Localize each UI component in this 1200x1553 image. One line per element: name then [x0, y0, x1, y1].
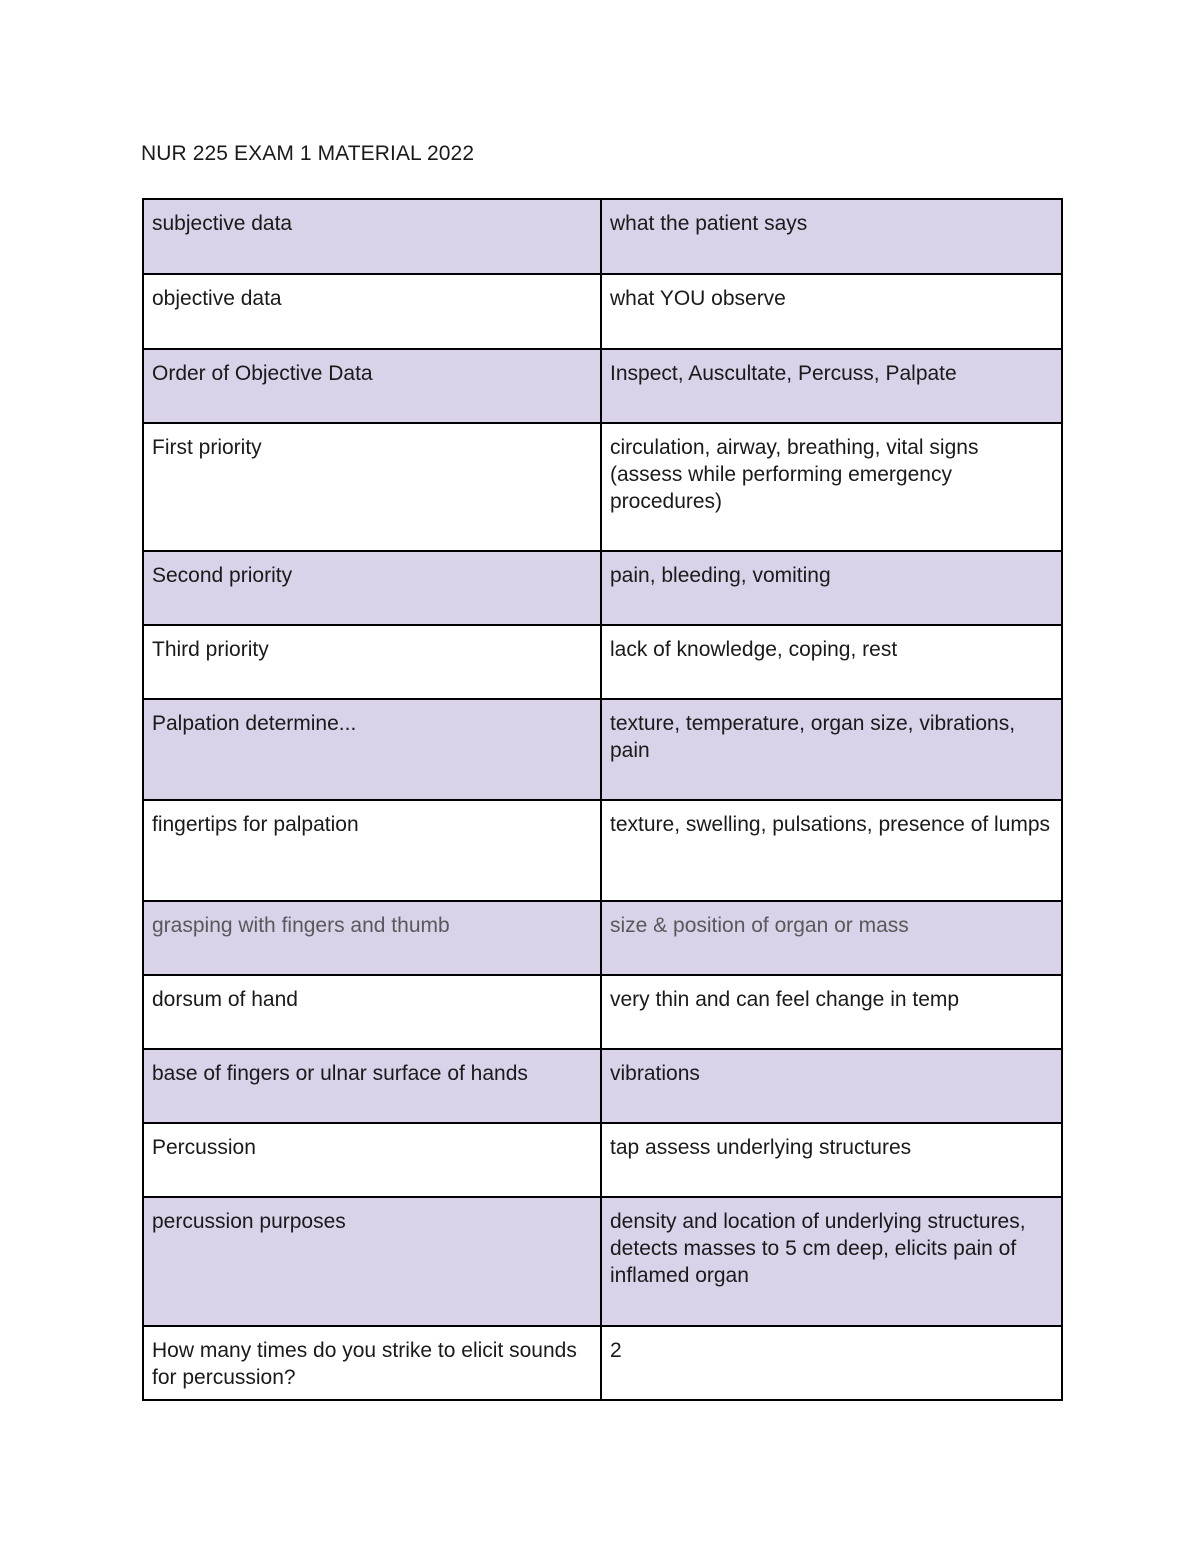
term-cell: Second priority: [143, 551, 601, 625]
definition-cell: what the patient says: [601, 199, 1062, 274]
table-row: [143, 423, 1062, 551]
table-row: [143, 625, 1062, 699]
document-title: NUR 225 EXAM 1 MATERIAL 2022: [141, 142, 475, 165]
table-row: [143, 349, 1062, 423]
definition-cell: Inspect, Auscultate, Percuss, Palpate: [601, 349, 1062, 423]
study-table: [142, 198, 1063, 1401]
term-cell: objective data: [143, 274, 601, 349]
table-row: [143, 699, 1062, 800]
term-cell: dorsum of hand: [143, 975, 601, 1049]
table-row: [143, 800, 1062, 901]
definition-cell: what YOU observe: [601, 274, 1062, 349]
term-cell: Order of Objective Data: [143, 349, 601, 423]
table-row: [143, 1123, 1062, 1197]
definition-cell: vibrations: [601, 1049, 1062, 1123]
term-cell: base of fingers or ulnar surface of hands: [143, 1049, 601, 1123]
term-cell: subjective data: [143, 199, 601, 274]
term-cell: Third priority: [143, 625, 601, 699]
table-row: [143, 901, 1062, 975]
definition-cell: 2: [601, 1326, 1062, 1400]
definition-cell: size & position of organ or mass: [601, 901, 1062, 975]
term-cell: percussion purposes: [143, 1197, 601, 1326]
table-row: [143, 199, 1062, 274]
term-cell: How many times do you strike to elicit sounds for percussion?: [143, 1326, 601, 1400]
definition-cell: pain, bleeding, vomiting: [601, 551, 1062, 625]
term-cell: First priority: [143, 423, 601, 551]
definition-cell: lack of knowledge, coping, rest: [601, 625, 1062, 699]
table-row: [143, 1197, 1062, 1326]
term-cell: fingertips for palpation: [143, 800, 601, 901]
definition-cell: density and location of underlying structures, detects masses to 5 cm deep, elicits pain of inflamed organ: [601, 1197, 1062, 1326]
table-row: [143, 1049, 1062, 1123]
table-row: [143, 274, 1062, 349]
definition-cell: texture, swelling, pulsations, presence of lumps: [601, 800, 1062, 901]
term-cell: Palpation determine...: [143, 699, 601, 800]
definition-cell: tap assess underlying structures: [601, 1123, 1062, 1197]
term-cell: Percussion: [143, 1123, 601, 1197]
table-row: [143, 551, 1062, 625]
table-row: [143, 1326, 1062, 1400]
table-row: [143, 975, 1062, 1049]
term-cell: grasping with fingers and thumb: [143, 901, 601, 975]
definition-cell: texture, temperature, organ size, vibrations, pain: [601, 699, 1062, 800]
definition-cell: circulation, airway, breathing, vital signs (assess while performing emergency procedures): [601, 423, 1062, 551]
definition-cell: very thin and can feel change in temp: [601, 975, 1062, 1049]
